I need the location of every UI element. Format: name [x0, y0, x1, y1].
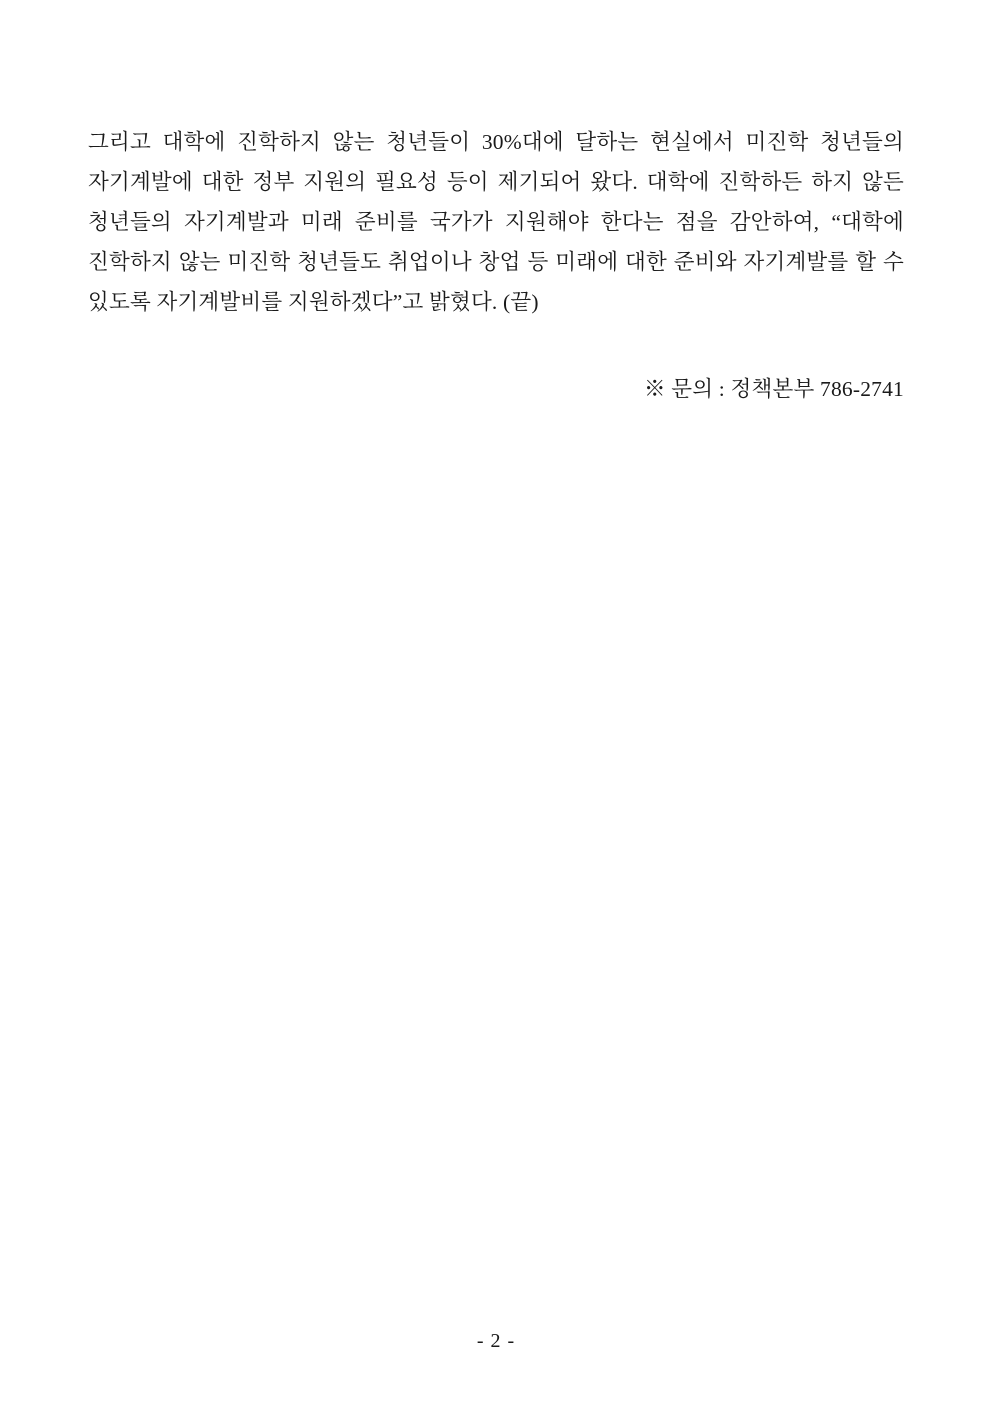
- body-paragraph: 그리고 대학에 진학하지 않는 청년들이 30%대에 달하는 현실에서 미진학 청년들의 자기계발에 대한 정부 지원의 필요성 등이 제기되어 왔다. 대학에 진학하든 하지 않든 청년들의 자기계발과 미래 준비를 국가가 지원해야 한다는 점을 감안하여, “대학에 진학하지 않는 미진학 청년들도 취업이나 창업 등 미래에 대한 준비와 자기계발를 할 수 있도록 자기계발비를 지원하겠다”고 밝혔다. (끝): [88, 130, 904, 314]
- contact-info: ※ 문의 : 정책본부 786-2741: [644, 377, 904, 401]
- document-content: [88, 122, 904, 322]
- page-number: - 2 -: [476, 1330, 516, 1352]
